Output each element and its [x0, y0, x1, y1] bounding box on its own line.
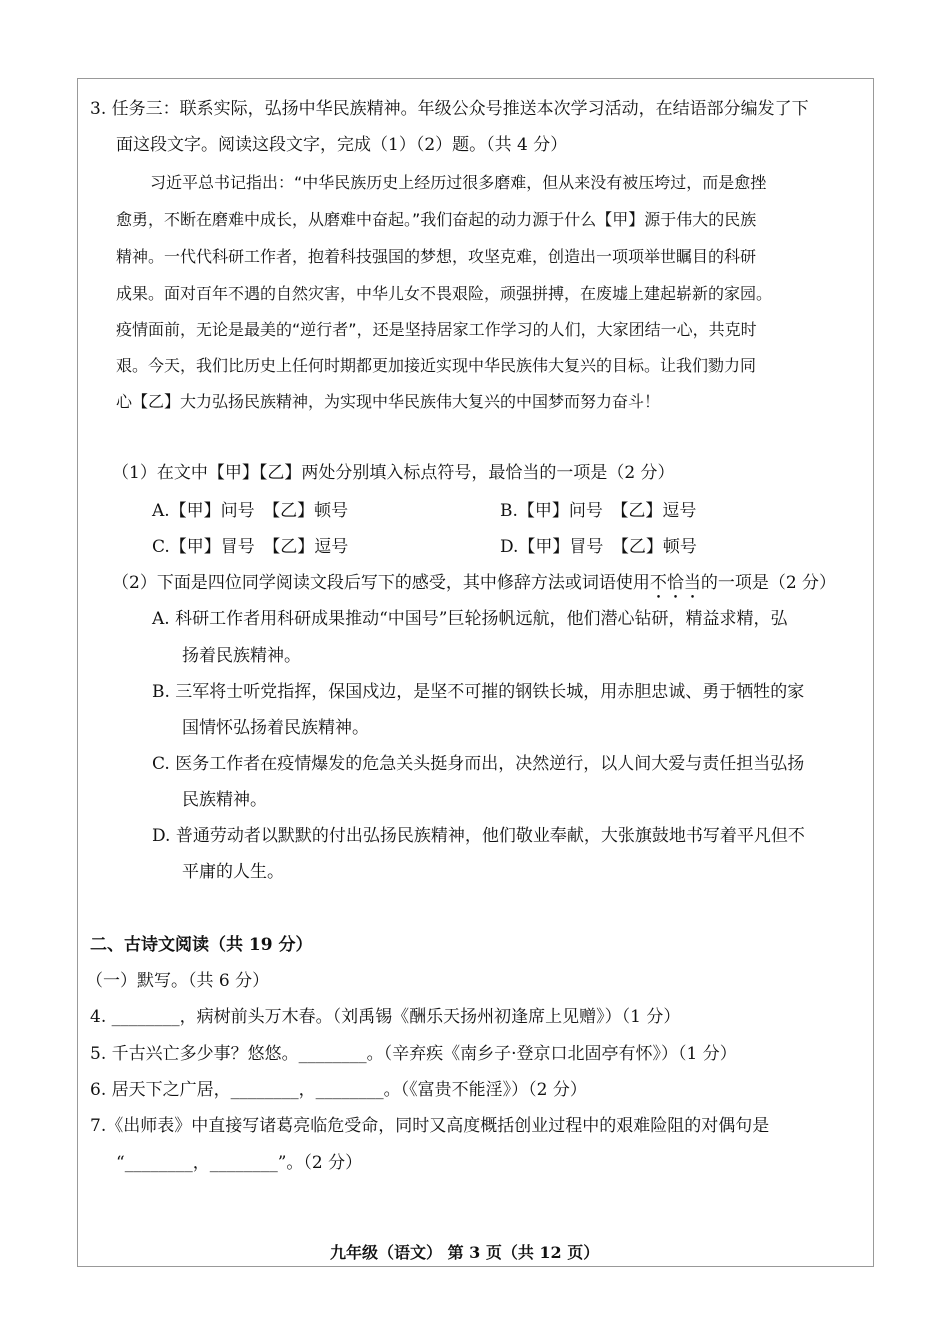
section-2-part-1: （一）默写。（共 6 分）	[86, 971, 270, 991]
sub2-stem-emphasis: 不恰当	[649, 573, 701, 593]
sub2-option-d: D. 普通劳动者以默默的付出弘扬民族精神，他们敬业奉献，大张旗鼓地书写着平凡但不	[152, 826, 805, 846]
sub2-option-c: C. 医务工作者在疫情爆发的危急关头挺身而出，决然逆行，以人间大爱与责任担当弘扬	[152, 754, 805, 774]
sub1-stem: （1）在文中【甲】【乙】两处分别填入标点符号，最恰当的一项是（2 分）	[112, 463, 675, 483]
sub1-option-d: D.【甲】冒号 【乙】顿号	[500, 537, 697, 557]
sub2-stem-pre: （2）下面是四位同学阅读文段后写下的感受，其中修辞方法或词语使用	[112, 573, 650, 593]
sub1-option-b: B.【甲】问号 【乙】逗号	[500, 501, 697, 521]
passage-line: 愈勇，不断在磨难中成长，从磨难中奋起。”我们奋起的动力源于什么【甲】源于伟大的民族	[116, 210, 757, 229]
question-6: 6. 居天下之广居，________，________。（《富贵不能淫》）（2 分）	[90, 1080, 587, 1100]
passage-line: 心【乙】大力弘扬民族精神，为实现中华民族伟大复兴的中国梦而努力奋斗！	[116, 392, 661, 411]
sub2-option-c-cont: 民族精神。	[182, 790, 267, 810]
question-4: 4. ________，病树前头万木春。（刘禹锡《酬乐天扬州初逢席上见赠》）（1 分）	[90, 1007, 681, 1027]
question-5: 5. 千古兴亡多少事？悠悠。________。（辛弃疾《南乡子·登京口北固亭有怀》）（1 分）	[90, 1044, 737, 1064]
sub2-stem-post: 的一项是（2 分）	[700, 573, 837, 593]
sub2-option-a: A. 科研工作者用科研成果推动“中国号”巨轮扬帆远航，他们潜心钻研，精益求精，弘	[152, 609, 788, 629]
sub1-option-c: C.【甲】冒号 【乙】逗号	[152, 537, 349, 557]
sub2-option-b: B. 三军将士听党指挥，保国戍边，是坚不可摧的钢铁长城，用赤胆忠诚、勇于牺牲的家	[152, 682, 805, 702]
page-footer: 九年级（语文） 第 3 页（共 12 页）	[330, 1243, 600, 1262]
passage-line: 艰。今天，我们比历史上任何时期都更加接近实现中华民族伟大复兴的目标。让我们勠力同	[116, 356, 757, 375]
section-2-title: 二、古诗文阅读（共 19 分）	[90, 935, 313, 955]
passage-line: 习近平总书记指出：“中华民族历史上经历过很多磨难，但从来没有被压垮过，而是愈挫	[150, 173, 767, 192]
q3-line-1: 3. 任务三：联系实际，弘扬中华民族精神。年级公众号推送本次学习活动，在结语部分编发了下	[90, 99, 809, 119]
passage-line: 精神。一代代科研工作者，抱着科技强国的梦想，攻坚克难，创造出一项项举世瞩目的科研	[116, 247, 757, 266]
passage-line: 疫情面前，无论是最美的“逆行者”，还是坚持居家工作学习的人们，大家团结一心，共克时	[116, 320, 757, 339]
sub2-option-a-cont: 扬着民族精神。	[182, 646, 301, 666]
question-7: 7.《出师表》中直接写诸葛亮临危受命，同时又高度概括创业过程中的艰难险阻的对偶句是	[90, 1116, 770, 1136]
sub2-stem	[112, 572, 836, 603]
sub2-option-d-cont: 平庸的人生。	[182, 862, 284, 882]
sub2-option-b-cont: 国情怀弘扬着民族精神。	[182, 718, 369, 738]
q3-line-2: 面这段文字。阅读这段文字，完成（1）（2）题。（共 4 分）	[116, 135, 568, 155]
passage-line: 成果。面对百年不遇的自然灾害，中华儿女不畏艰险，顽强拼搏，在废墟上建起崭新的家园。	[116, 284, 773, 303]
sub1-option-a: A.【甲】问号 【乙】顿号	[152, 501, 349, 521]
question-7-cont: “________，________”。（2 分）	[116, 1153, 363, 1173]
